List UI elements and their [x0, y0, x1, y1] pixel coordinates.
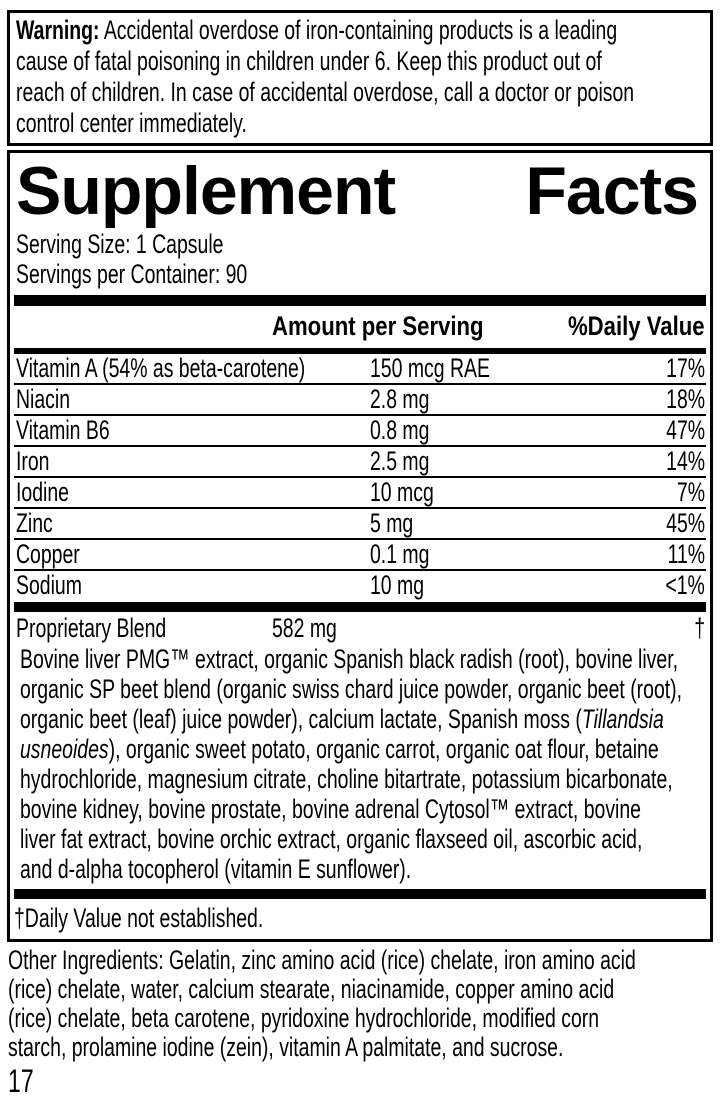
blend-amount: 582 mg: [272, 613, 337, 643]
blend-name: Proprietary Blend: [16, 613, 167, 643]
divider-bar-thick: [14, 295, 706, 306]
nutrient-amount: 150 mcg RAE: [370, 353, 490, 383]
text-line: liver fat extract, bovine orchic extract, organic flaxseed oil, ascorbic acid,: [20, 824, 643, 854]
nutrient-dv: 7%: [676, 477, 705, 507]
nutrient-dv: <1%: [665, 570, 705, 600]
nutrient-name: Sodium: [16, 570, 82, 600]
nutrient-amount: 0.1 mg: [370, 539, 430, 569]
text-line: Other Ingredients: Gelatin, zinc amino acid (rice) chelate, iron amino acid: [8, 945, 636, 975]
nutrient-amount: 5 mg: [370, 508, 414, 538]
nutrient-row: [14, 540, 706, 571]
table-header-row: [10, 306, 710, 348]
text-line: starch, prolamine iodine (zein), vitamin A palmitate, and sucrose.: [8, 1032, 564, 1062]
title-word-supplement: Supplement: [16, 153, 396, 229]
nutrient-name: Iron: [16, 446, 50, 476]
amount-per-serving-header: Amount per Serving: [272, 311, 484, 341]
nutrient-name: Vitamin B6: [16, 415, 110, 445]
servings-per-container-text: Servings per Container: 90: [16, 259, 248, 289]
text-line: Warning: Accidental overdose of iron-containing products is a leading: [16, 15, 618, 45]
nutrient-name: Vitamin A (54% as beta-carotene): [16, 353, 306, 383]
nutrient-amount: 10 mg: [370, 570, 425, 600]
divider-bar-thick: [14, 889, 706, 899]
nutrient-name: Zinc: [16, 508, 53, 538]
nutrient-dv: 45%: [666, 508, 705, 538]
nutrient-row: [14, 416, 706, 447]
nutrient-table: [10, 354, 710, 602]
panel-title: [10, 153, 710, 229]
proprietary-blend-row: [10, 612, 710, 644]
nutrient-row: [14, 509, 706, 540]
nutrient-row: [14, 571, 706, 602]
text-line: organic beet (leaf) juice powder), calcium lactate, Spanish moss (Tillandsia: [20, 704, 664, 734]
nutrient-name: Iodine: [16, 477, 69, 507]
nutrient-amount: 2.5 mg: [370, 446, 430, 476]
divider-bar-thick: [14, 602, 706, 612]
serving-size-text: Serving Size: 1 Capsule: [16, 229, 224, 259]
text-line: bovine kidney, bovine prostate, bovine adrenal Cytosol™ extract, bovine: [20, 794, 641, 824]
text-line: hydrochloride, magnesium citrate, choline bitartrate, potassium bicarbonate,: [20, 764, 673, 794]
warning-text: [16, 15, 704, 139]
blend-dv-dagger: †: [694, 613, 705, 643]
text-line: cause of fatal poisoning in children under 6. Keep this product out of: [16, 46, 602, 76]
nutrient-amount: 10 mcg: [370, 477, 434, 507]
text-line: and d-alpha tocopherol (vitamin E sunflower).: [20, 854, 412, 884]
other-ingredients-text: [8, 946, 714, 1062]
nutrient-row: [14, 354, 706, 385]
nutrient-amount: 2.8 mg: [370, 384, 430, 414]
text-line: (rice) chelate, water, calcium stearate, niacinamide, copper amino acid: [8, 974, 615, 1004]
daily-value-footnote-row: [10, 899, 710, 939]
text-line: usneoides), organic sweet potato, organic carrot, organic oat flour, betaine: [20, 734, 659, 764]
nutrient-name: Niacin: [16, 384, 71, 414]
title-word-facts: Facts: [525, 153, 698, 229]
nutrient-row: [14, 385, 706, 416]
daily-value-header: %Daily Value: [568, 311, 705, 341]
nutrient-dv: 47%: [666, 415, 705, 445]
text-line: organic SP beet blend (organic swiss chard juice powder, organic beet (root),: [20, 674, 683, 704]
nutrient-row: [14, 478, 706, 509]
serving-info: [10, 223, 710, 289]
text-line: reach of children. In case of accidental overdose, call a doctor or poison: [16, 77, 635, 107]
text-line: (rice) chelate, beta carotene, pyridoxine hydrochloride, modified corn: [8, 1003, 600, 1033]
blend-description: [10, 644, 710, 886]
nutrient-dv: 14%: [666, 446, 705, 476]
nutrient-row: [14, 447, 706, 478]
nutrient-dv: 17%: [666, 353, 705, 383]
nutrient-amount: 0.8 mg: [370, 415, 430, 445]
nutrient-name: Copper: [16, 539, 80, 569]
text-line: Bovine liver PMG™ extract, organic Spanish black radish (root), bovine liver,: [20, 644, 679, 674]
nutrient-dv: 11%: [667, 539, 705, 569]
daily-value-footnote: †Daily Value not established.: [14, 903, 264, 933]
page-number: 17: [8, 1063, 34, 1099]
nutrient-dv: 18%: [666, 384, 705, 414]
supplement-facts-panel: [7, 150, 713, 942]
page-number-row: [8, 1064, 720, 1098]
warning-box: [7, 10, 713, 146]
text-line: control center immediately.: [16, 108, 247, 138]
